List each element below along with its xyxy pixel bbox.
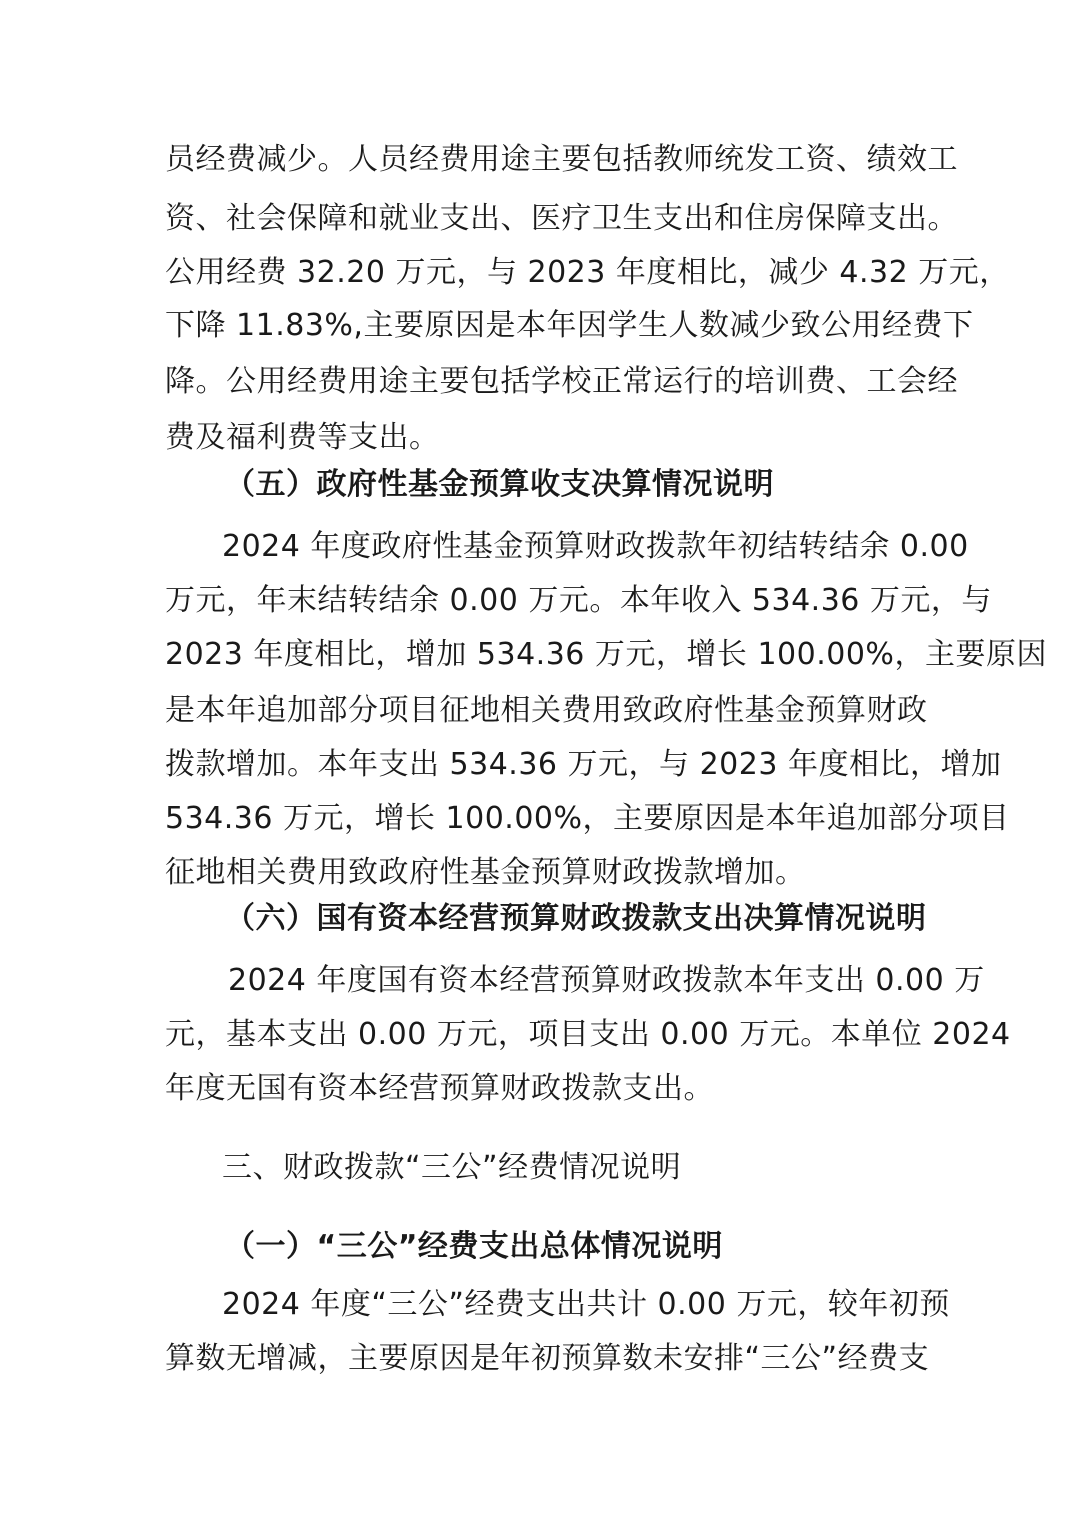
paragraph-line: 元，基本支出 0.00 万元，项目支出 0.00 万元。本单位 2024 bbox=[165, 1017, 1011, 1052]
paragraph-line: 公用经费 32.20 万元，与 2023 年度相比，减少 4.32 万元， bbox=[165, 255, 1010, 290]
paragraph-line: 2023 年度相比，增加 534.36 万元，增长 100.00%，主要原因 bbox=[165, 637, 1047, 672]
paragraph-line: 资、社会保障和就业支出、医疗卫生支出和住房保障支出。 bbox=[165, 201, 958, 236]
paragraph-line: 534.36 万元，增长 100.00%，主要原因是本年追加部分项目 bbox=[165, 801, 1010, 836]
paragraph-line: 2024 年度政府性基金预算财政拨款年初结转结余 0.00 bbox=[222, 529, 969, 564]
paragraph-line: 年度无国有资本经营预算财政拨款支出。 bbox=[165, 1071, 714, 1106]
paragraph-line: 是本年追加部分项目征地相关费用致政府性基金预算财政 bbox=[165, 693, 928, 728]
paragraph-line: 员经费减少。人员经费用途主要包括教师统发工资、绩效工 bbox=[165, 142, 958, 177]
paragraph-line: 万元，年末结转结余 0.00 万元。本年收入 534.36 万元，与 bbox=[165, 583, 992, 618]
paragraph-line: 2024 年度“三公”经费支出共计 0.00 万元，较年初预 bbox=[222, 1287, 950, 1322]
paragraph-line: 算数无增减，主要原因是年初预算数未安排“三公”经费支 bbox=[165, 1341, 930, 1376]
paragraph-line: 征地相关费用致政府性基金预算财政拨款增加。 bbox=[165, 855, 806, 890]
paragraph-line: 降。公用经费用途主要包括学校正常运行的培训费、工会经 bbox=[165, 364, 958, 399]
paragraph-line: 费及福利费等支出。 bbox=[165, 420, 440, 455]
paragraph-line: 拨款增加。本年支出 534.36 万元，与 2023 年度相比，增加 bbox=[165, 747, 1002, 782]
paragraph-line: 2024 年度国有资本经营预算财政拨款本年支出 0.00 万 bbox=[228, 963, 985, 998]
heading-six: （六）国有资本经营预算财政拨款支出决算情况说明 bbox=[225, 901, 927, 936]
heading-five: （五）政府性基金预算收支决算情况说明 bbox=[225, 467, 774, 502]
heading-three-one: （一）“三公”经费支出总体情况说明 bbox=[225, 1229, 723, 1264]
paragraph-line: 下降 11.83%,主要原因是本年因学生人数减少致公用经费下 bbox=[165, 308, 974, 343]
section-heading: 三、财政拨款“三公”经费情况说明 bbox=[222, 1150, 682, 1185]
